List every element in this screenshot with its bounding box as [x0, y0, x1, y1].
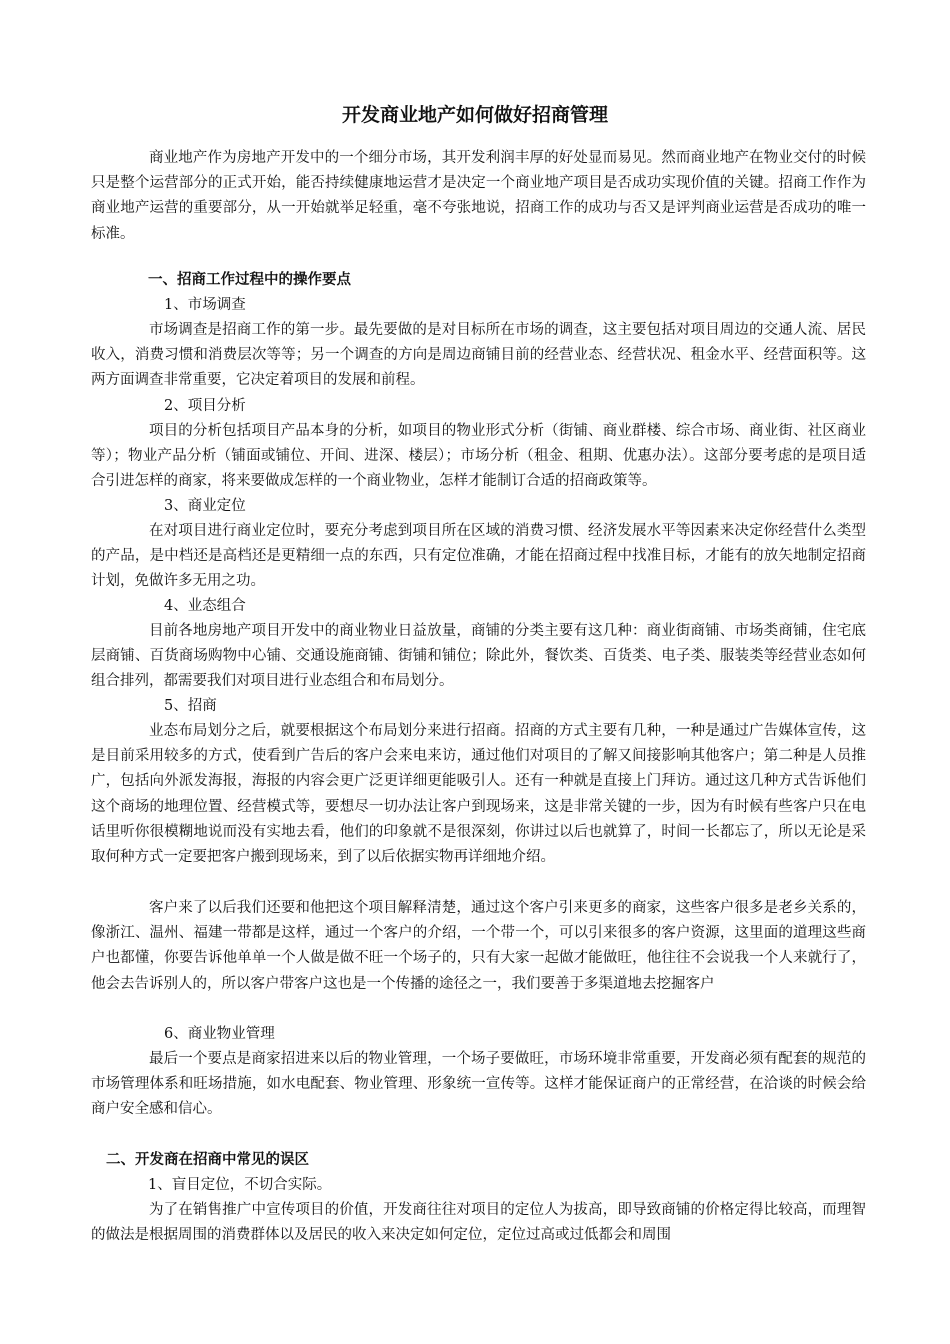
paragraph-investment-promotion-1: 业态布局划分之后，就要根据这个布局划分来进行招商。招商的方式主要有几种，一种是通过广告媒体宣传，这是目前采用较多的方式，使看到广告后的客户会来电来访，通过他们对项目的了解又间接影响其他客户；第二种是人员推广，包括向外派发海报，海报的内容会更广泛更详细更能吸引人。还有一种就是直接上门拜访。通过这几种方式告诉他们这个商场的地理位置、经营模式等，要想尽一切办法让客户到现场来，这是非常关键的一步，因为有时候有些客户只在电话里听你很模糊地说而没有实地去看，他们的印象就不是很深刻，你讲过以后也就算了，时间一长都忘了，所以无论是采取何种方式一定要把客户搬到现场来，到了以后依据实物再详细地介绍。: [91, 723, 866, 866]
subsection-heading-property-management: 6、商业物业管理: [164, 1026, 275, 1042]
paragraph-property-management: 最后一个要点是商家招进来以后的物业管理，一个场子要做旺，市场环境非常重要，开发商必须有配套的规范的市场管理体系和旺场措施，如水电配套、物业管理、形象统一宣传等。这样才能保证商户的正常经营，在洽谈的时候会给商户安全感和信心。: [91, 1051, 866, 1118]
subsection-heading-market-research: 1、市场调查: [164, 297, 246, 313]
paragraph-project-analysis: 项目的分析包括项目产品本身的分析，如项目的物业形式分析（街铺、商业群楼、综合市场、商业街、社区商业等）；物业产品分析（铺面或铺位、开间、进深、楼层）；市场分析（租金、租期、优惠办法）。这部分要考虑的是项目适合引进怎样的商家，将来要做成怎样的一个商业物业，怎样才能制订合适的招商政策等。: [91, 423, 866, 490]
subsection-heading-business-mix: 4、业态组合: [164, 598, 246, 614]
subsection-heading-investment-promotion: 5、招商: [164, 698, 217, 714]
section-2-heading: 二、开发商在招商中常见的误区: [106, 1152, 309, 1168]
paragraph-market-research: 市场调查是招商工作的第一步。最先要做的是对目标所在市场的调查，这主要包括对项目周边的交通人流、居民收入，消费习惯和消费层次等等；另一个调查的方向是周边商铺目前的经营业态、经营状况、租金水平、经营面积等。这两方面调查非常重要，它决定着项目的发展和前程。: [91, 322, 866, 389]
subsection-heading-positioning: 3、商业定位: [164, 498, 246, 514]
document-title: 开发商业地产如何做好招商管理: [341, 104, 608, 126]
intro-paragraph: 商业地产作为房地产开发中的一个细分市场，其开发利润丰厚的好处显而易见。然而商业地产在物业交付的时候只是整个运营部分的正式开始，能否持续健康地运营才是决定一个商业地产项目是否成功实现价值的关键。招商工作作为商业地产运营的重要部分，从一开始就举足轻重，毫不夸张地说，招商工作的成功与否又是评判商业运营是否成功的唯一标准。: [91, 150, 866, 242]
section-1-heading: 一、招商工作过程中的操作要点: [148, 272, 351, 288]
paragraph-positioning: 在对项目进行商业定位时，要充分考虑到项目所在区域的消费习惯、经济发展水平等因素来决定你经营什么类型的产品，是中档还是高档还是更精细一点的东西，只有定位准确，才能在招商过程中找准目标，才能有的放矢地制定招商计划，免做许多无用之功。: [91, 523, 866, 590]
paragraph-investment-promotion-2: 客户来了以后我们还要和他把这个项目解释清楚，通过这个客户引来更多的商家，这些客户很多是老乡关系的，像浙江、温州、福建一带都是这样，通过一个客户的介绍，一个带一个，可以引来很多的客户资源，这里面的道理这些商户也都懂，你要告诉他单单一个人做是做不旺一个场子的，只有大家一起做才能做旺，他往往不会说我一个人来就行了，他会去告诉别人的，所以客户带客户这也是一个传播的途径之一，我们要善于多渠道地去挖掘客户: [91, 900, 866, 992]
subsection-heading-project-analysis: 2、项目分析: [164, 398, 246, 414]
subsection-heading-blind-positioning: 1、盲目定位，不切合实际。: [148, 1177, 332, 1193]
paragraph-business-mix: 目前各地房地产项目开发中的商业物业日益放量，商铺的分类主要有这几种：商业街商铺、市场类商铺，住宅底层商铺、百货商场购物中心铺、交通设施商铺、街铺和铺位；除此外，餐饮类、百货类、电子类、服装类等经营业态如何组合排列，都需要我们对项目进行业态组合和布局划分。: [91, 623, 866, 690]
paragraph-blind-positioning: 为了在销售推广中宣传项目的价值，开发商往往对项目的定位人为拔高，即导致商铺的价格定得比较高，而理智的做法是根据周围的消费群体以及居民的收入来决定如何定位，定位过高或过低都会和周围: [91, 1202, 866, 1244]
